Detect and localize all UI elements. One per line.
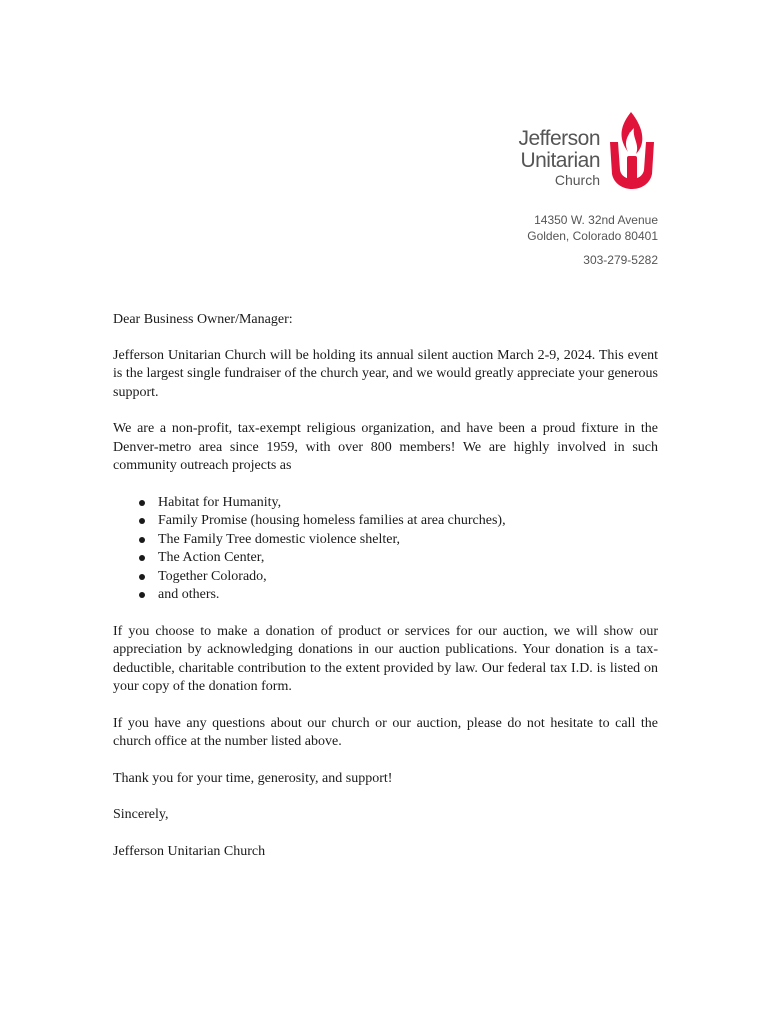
list-item: The Family Tree domestic violence shelter, bbox=[113, 531, 658, 550]
letter-thanks: Thank you for your time, generosity, and support! bbox=[113, 770, 393, 786]
list-item: The Action Center, bbox=[113, 549, 658, 568]
list-item: Family Promise (housing homeless families at area churches), bbox=[113, 512, 658, 531]
letter-paragraph-3: If you choose to make a donation of product or services for our auction, we will show our appreciation by acknowledging donations in our auction publications. Your donation is a tax-deductible, charitable contribution to the extent provided by law. Our federal tax I.D. is listed on your copy of the donation form. bbox=[113, 623, 658, 694]
outreach-project-list bbox=[113, 494, 658, 605]
logo-line-2: Unitarian bbox=[520, 149, 600, 172]
logo-line-3: Church bbox=[554, 172, 600, 188]
letter-paragraph-4: If you have any questions about our church or our auction, please do not hesitate to call the church office at the number listed above. bbox=[113, 715, 658, 749]
address-street: 14350 W. 32nd Avenue bbox=[534, 213, 658, 227]
address-phone: 303-279-5282 bbox=[583, 253, 658, 267]
logo-wordmark bbox=[502, 128, 600, 188]
list-item: Together Colorado, bbox=[113, 568, 658, 587]
letter-body bbox=[113, 311, 658, 879]
list-item: Habitat for Humanity, bbox=[113, 494, 658, 513]
list-item: and others. bbox=[113, 586, 658, 605]
letter-signature: Jefferson Unitarian Church bbox=[113, 843, 266, 859]
address-city: Golden, Colorado 80401 bbox=[527, 229, 658, 243]
letter-paragraph-1: Jefferson Unitarian Church will be holding its annual silent auction March 2-9, 2024. This event is the largest single fundraiser of the church year, and we would greatly appreciate your generous support. bbox=[113, 347, 658, 400]
letter-paragraph-2: We are a non-profit, tax-exempt religious organization, and have been a proud fixture in the Denver-metro area since 1959, with over 800 members! We are highly involved in such community outreach projects as bbox=[113, 421, 658, 473]
chalice-flame-icon bbox=[606, 108, 658, 194]
church-address bbox=[527, 212, 658, 268]
logo-line-1: Jefferson bbox=[518, 127, 600, 150]
letter-salutation: Dear Business Owner/Manager: bbox=[113, 312, 293, 327]
letter-closing: Sincerely, bbox=[113, 807, 169, 822]
church-logo bbox=[498, 108, 660, 194]
